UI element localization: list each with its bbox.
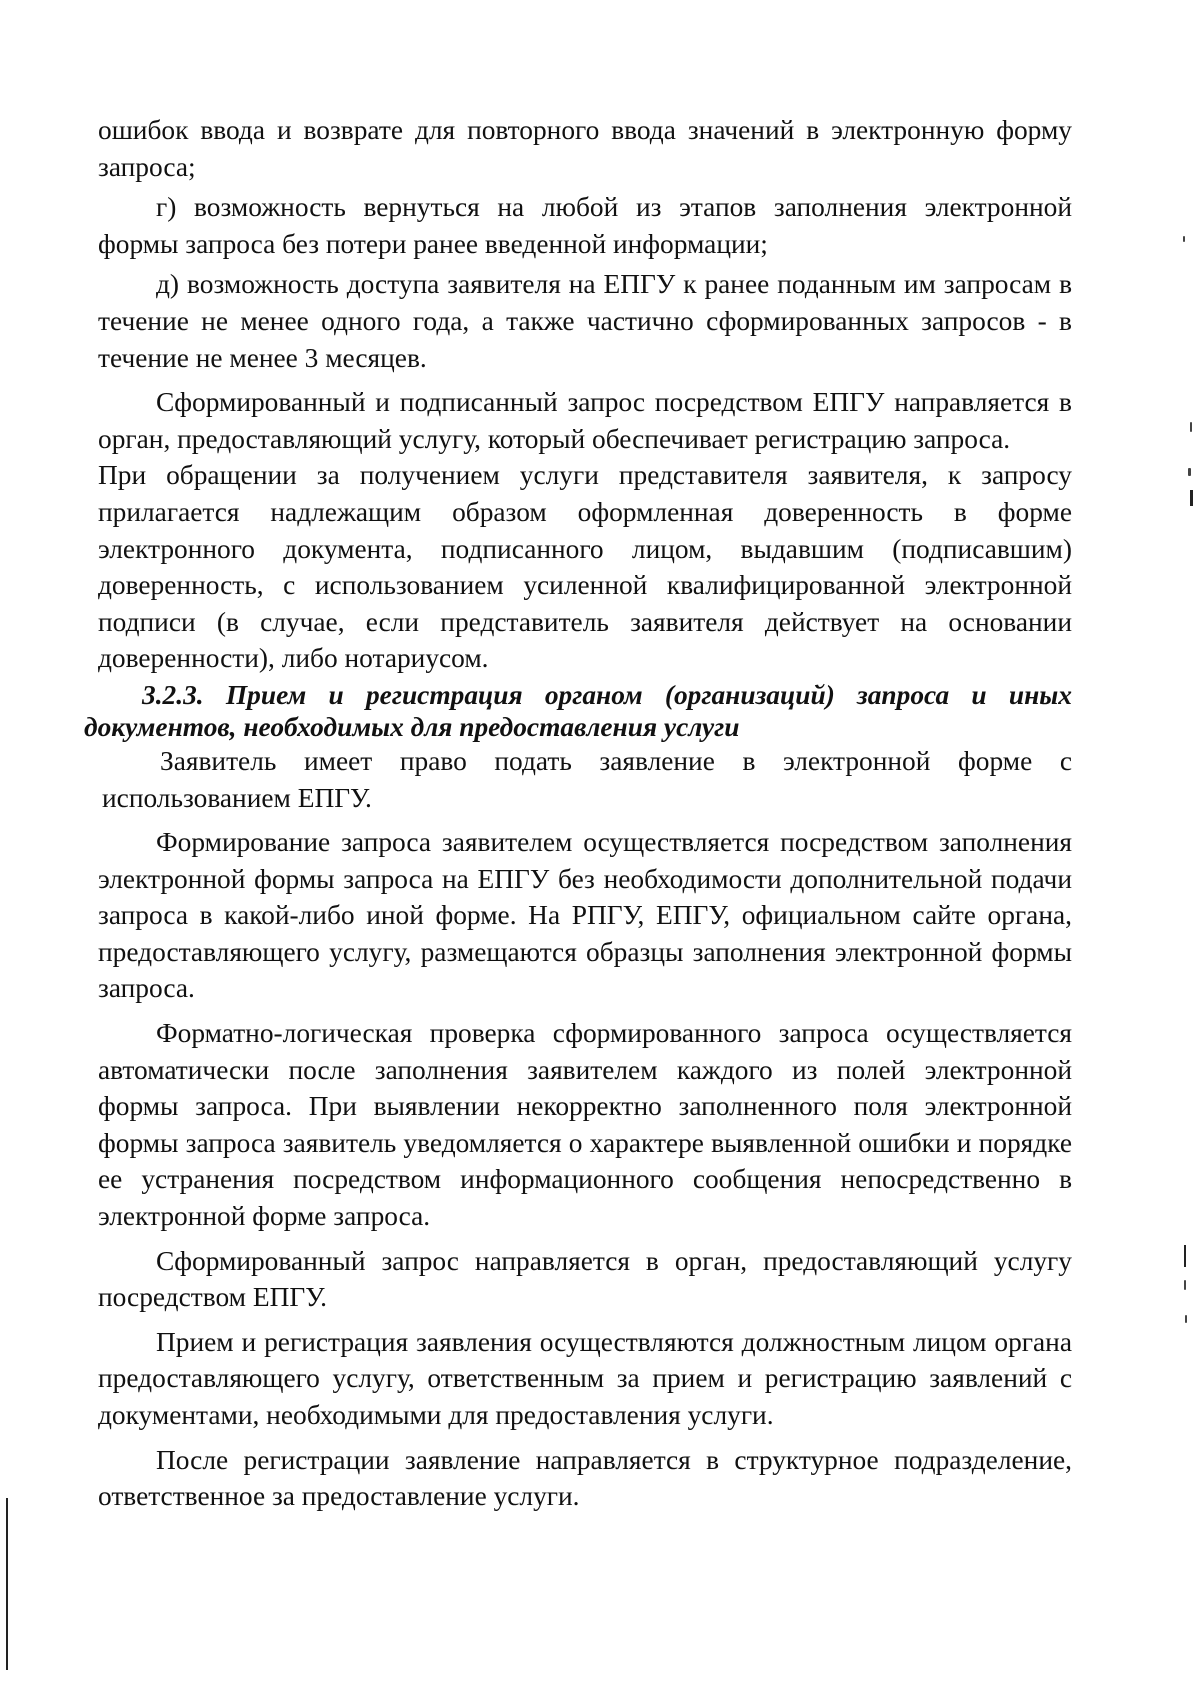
paragraph-item-d: д) возможность доступа заявителя на ЕПГУ к ранее поданным им запросам в течение не менее одного года, а также частично сформированных запросов - в течение не менее 3 месяцев. — [98, 269, 1072, 373]
document-body — [84, 112, 1072, 1515]
paragraph-item-g: г) возможность вернуться на любой из этапов заполнения электронной формы запроса без потери ранее введенной информации; — [98, 192, 1072, 259]
paragraph-after-registration: После регистрации заявление направляется в структурное подразделение, ответственное за предоставление услуги. — [98, 1444, 1072, 1512]
paragraph-request-forming: Формирование запроса заявителем осуществляется посредством заполнения электронной формы запроса на ЕПГУ без необходимости дополнительной подачи запроса в какой-либо иной форме. На РПГУ, ЕПГУ, официальном сайте органа, предоставляющего услугу, размещаются образцы заполнения электронной формы запроса. — [98, 827, 1072, 1004]
scan-mark — [1184, 1245, 1186, 1267]
scan-speck — [1190, 422, 1192, 432]
scan-mark — [6, 1498, 8, 1670]
scan-mark — [1190, 490, 1193, 506]
paragraph-reception-registration: Прием и регистрация заявления осуществляются должностным лицом органа предоставляющего услугу, ответственным за прием и регистрацию заявлений с документами, необходимыми для предоставления услуги. — [98, 1326, 1072, 1430]
section-heading-3-2-3: 3.2.3. Прием и регистрация органом (организаций) запроса и иных документов, необходимых для предоставления услуги — [84, 679, 1072, 742]
paragraph-request-sent: Сформированный запрос направляется в орган, предоставляющий услугу посредством ЕПГУ. — [98, 1245, 1072, 1313]
scan-speck — [1188, 468, 1191, 476]
paragraph-representative: При обращении за получением услуги представителя заявителя, к запросу прилагается надлежащим образом оформленная доверенность в форме электронного документа, подписанного лицом, выдавшим (подписавшим) доверенность, с использованием усиленной квалифицированной электронной подписи (в случае, если представитель заявителя действует на основании доверенности), либо нотариусом. — [98, 460, 1072, 674]
scan-speck — [1185, 1315, 1187, 1323]
paragraph-input-errors: ошибок ввода и возврате для повторного ввода значений в электронную форму запроса; — [98, 115, 1072, 182]
scan-speck — [1183, 236, 1185, 242]
scan-speck — [1184, 1280, 1186, 1290]
paragraph-right-to-apply: Заявитель имеет право подать заявление в электронной форме с использованием ЕПГУ. — [102, 745, 1072, 813]
paragraph-format-check: Форматно-логическая проверка сформированного запроса осуществляется автоматически после заполнения заявителем каждого из полей электронной формы запроса. При выявлении некорректно заполненного поля электронной формы запроса заявитель уведомляется о характере выявленной ошибки и порядке ее устранения посредством информационного сообщения непосредственно в электронной форме запроса. — [98, 1018, 1072, 1232]
paragraph-signed-request: Сформированный и подписанный запрос посредством ЕПГУ направляется в орган, предоставляющий услугу, который обеспечивает регистрацию запроса. — [98, 387, 1072, 454]
